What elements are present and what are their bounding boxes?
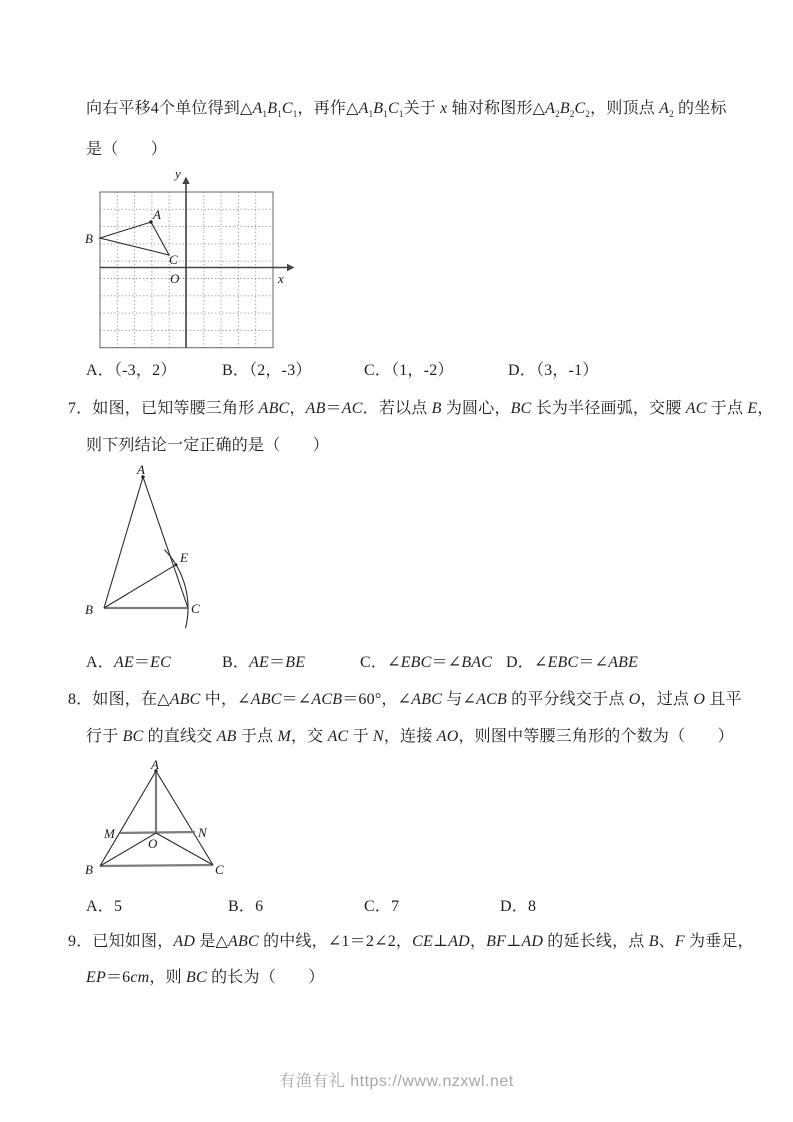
vertex-label-a: A <box>153 207 161 222</box>
q7-text-line-2: 则下列结论一定正确的是（ ） <box>86 437 330 454</box>
side-ac <box>156 771 213 865</box>
q9-text-line-2: EP＝6cm，则 BC 的长为（ ） <box>86 969 325 986</box>
q8-option-a: A．5 <box>86 898 123 915</box>
q6-text-line-2: 是（ ） <box>86 141 168 158</box>
side-ac <box>143 477 188 608</box>
y-axis-arrow <box>182 177 189 185</box>
q8-option-d: D．8 <box>500 898 537 915</box>
figure-isosceles-arc <box>80 458 220 640</box>
q8-text-line-2: 行于 BC 的直线交 AB 于点 M，交 AC 于 N，连接 AO，则图中等腰三角形的个数为（ ） <box>86 728 734 745</box>
vertex-label-c: C <box>169 252 178 267</box>
q8-option-b: B．6 <box>228 898 264 915</box>
origin-label: O <box>170 271 180 286</box>
q6-option-b: B．（2，-3） <box>222 362 312 379</box>
side-bc <box>100 865 213 866</box>
vertex-label-b: B <box>85 862 93 877</box>
q7-option-b: B．AE＝BE <box>222 654 306 671</box>
segment-mn <box>120 832 195 833</box>
vertex-label-b: B <box>85 602 93 617</box>
y-axis-label: y <box>175 166 181 181</box>
vertex-label-c: C <box>191 601 200 616</box>
x-axis <box>100 264 295 271</box>
figure-coordinate-grid <box>80 160 300 355</box>
x-axis-arrow <box>287 264 295 271</box>
q6-option-c: C．（1，-2） <box>364 362 454 379</box>
point-label-o: O <box>148 836 158 851</box>
point-dot-e <box>175 563 178 566</box>
q7-option-a: A．AE＝EC <box>86 654 171 671</box>
vertex-label-a: A <box>151 757 159 772</box>
point-label-n: N <box>198 825 207 840</box>
q7-option-d: D．∠EBC＝∠ABE <box>506 654 639 671</box>
q6-text-line-1: 向右平移4个单位得到$\triangle A_1B_1C_1$，再作$\triangle A_1B_1C_1$关于 x 轴对称图形$\triangle A_2B_2C_2$，则顶点 $A_2$ 的坐标 <box>86 100 727 120</box>
q7-option-c: C．∠EBC＝∠BAC <box>360 654 493 671</box>
vertex-label-b: B <box>85 231 93 246</box>
q8-text-line-1: 8．如图，在△ABC 中，∠ABC＝∠ACB＝60°，∠ABC 与∠ACB 的平分线交于点 O，过点 O 且平 <box>68 691 742 708</box>
vertex-label-c: C <box>215 862 224 877</box>
q9-text-line-1: 9．已知如图，AD 是△ABC 的中线，∠1＝2∠2，CE⊥AD，BF⊥AD 的延长线，点 B、F 为垂足， <box>68 933 754 950</box>
vertex-label-a: A <box>137 462 145 477</box>
footer-watermark: 有渔有礼 https://www.nzxwl.net <box>279 1073 514 1090</box>
y-axis <box>182 177 189 349</box>
q8-option-c: C．7 <box>364 898 400 915</box>
side-ab <box>100 771 156 866</box>
q6-option-d: D．（3，-1） <box>508 362 599 379</box>
q7-text-line-1: 7．如图，已知等腰三角形 ABC，AB＝AC．若以点 B 为圆心，BC 长为半径画弧，交腰 AC 于点 E， <box>68 400 774 417</box>
x-axis-label: x <box>278 271 284 286</box>
point-label-m: M <box>104 826 115 841</box>
q6-option-a: A．（-3，2） <box>86 362 177 379</box>
figure-triangle-bisectors <box>82 750 232 884</box>
point-label-e: E <box>180 550 188 565</box>
